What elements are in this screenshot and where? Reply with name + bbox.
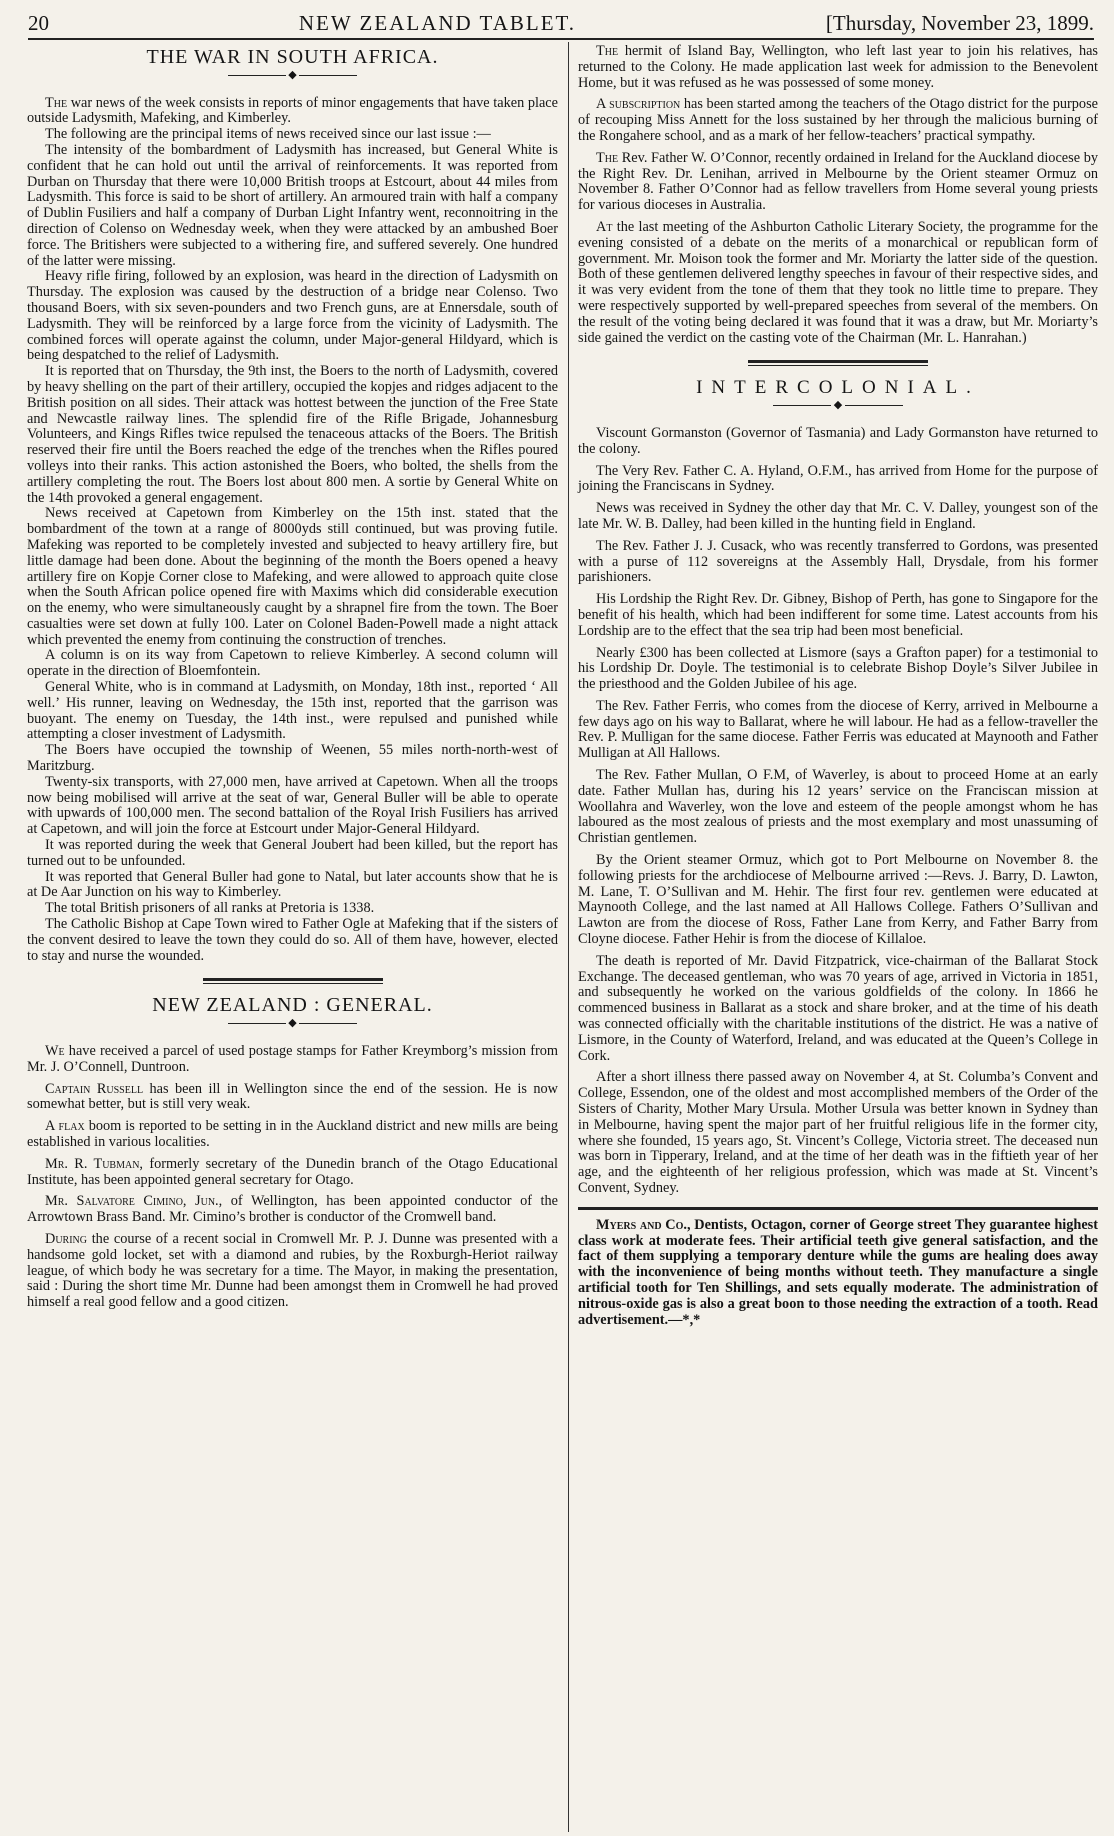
- paragraph-lead: Mr. Salvatore Cimino, Jun.,: [45, 1193, 223, 1210]
- paragraph: [27, 680, 558, 743]
- paragraph: [578, 44, 1098, 91]
- paragraph-text: The intensity of the bombardment of Ladysmith has increased, but General White is confident that he can hold out until the arrival of reinforcements. It was reported from Durban on Thursday that there were 10,000 British troops at Estcourt, about 44 miles from Ladysmith. This force is said to be short of artillery. An armoured train with half a company of Dublin Fusiliers and half a company of Durban Light Infantry went, reconnoitring in the direction of Colenso on Wednesday week, when they were attacked by an ambushed Boer force. The Britishers were subjected to a withering fire, and suffered severely. One hundred of the latter were missing.: [27, 141, 558, 269]
- dentist-advert: [578, 1218, 1098, 1329]
- paragraph: [27, 506, 558, 648]
- heading-ornament: ◆: [27, 68, 558, 84]
- section-rule: [748, 360, 928, 366]
- paragraph: [27, 1119, 558, 1151]
- paragraph-lead: We: [45, 1043, 65, 1060]
- paragraph-text: has been started among the teachers of the Otago district for the purpose of recouping Miss Annett for the loss sustained by her through the malicious burning of the Rongahere school, and as a mark of her fellow-teachers’ practical sympathy.: [578, 96, 1098, 144]
- nz-general-heading: NEW ZEALAND : GENERAL.: [152, 994, 433, 1017]
- issue-date: [Thursday, November 23, 1899.: [825, 11, 1094, 35]
- paragraph: [27, 870, 558, 902]
- paragraph: [27, 127, 558, 143]
- paragraph: [27, 838, 558, 870]
- paragraph-text: The following are the principal items of news received since our last issue :—: [45, 126, 491, 143]
- paragraph: [27, 1232, 558, 1311]
- paragraph: The Rev. Father Mullan, O F.M, of Waverley, is about to proceed Home at an early date. Father Mullan has, during his 12 years’ service on the Franciscan mission at Woollahra and Waverley, won the love and esteem of the people amongst whom he has laboured as the most zealous of priests and the most exemplary and most unassuming of Christian gentlemen.: [578, 767, 1098, 847]
- left-column: [27, 44, 558, 1317]
- paragraph: His Lordship the Right Rev. Dr. Gibney, Bishop of Perth, has gone to Singapore for the benefit of his health, which had been indifferent for some time. Latest accounts from his Lordship are to the effect that the sea trip had been most beneficial.: [578, 591, 1098, 639]
- paragraph-lead: Captain Russell: [45, 1080, 144, 1097]
- paragraph: [27, 269, 558, 364]
- paragraph: Viscount Gormanston (Governor of Tasmania) and Lady Gormanston have returned to the colony.: [578, 424, 1098, 457]
- paragraph: [27, 143, 558, 269]
- nz-general-article: [27, 1044, 558, 1311]
- section-rule: [203, 978, 383, 984]
- paragraph: By the Orient steamer Ormuz, which got to Port Melbourne on November 8. the following priests for the archdiocese of Melbourne arrived :—Revs. J. Barry, D. Lawton, M. Lane, T. O’Sullivan and M. Hehir. The first four rev. gentlemen were educated at Maynooth College, and the last named at All Hallows College. Fathers O’Sullivan and Lawton are from the diocese of Ross, Father Lane from Kerry, and Father Barry from Cloyne diocese. Father Hehir is from the diocese of Killaloe.: [578, 852, 1098, 948]
- paragraph-text: have received a parcel of used postage stamps for Father Kreymborg’s mission from Mr. J. O’Connell, Duntroon.: [27, 1043, 558, 1075]
- paragraph: [578, 220, 1098, 346]
- paragraph-text: The total British prisoners of all ranks at Pretoria is 1338.: [45, 900, 375, 917]
- paragraph: [578, 151, 1098, 214]
- paragraph: The Rev. Father J. J. Cusack, who was recently transferred to Gordons, was presented with a purse of 112 sovereigns at the Assembly Hall, Drysdale, from his former parishioners.: [578, 537, 1098, 586]
- advert-text: [578, 1218, 1098, 1329]
- masthead: [28, 6, 1094, 40]
- paragraph-text: A column is on its way from Capetown to relieve Kimberley. A second column will operate in the direction of Bloemfontein.: [27, 647, 558, 680]
- war-heading: THE WAR IN SOUTH AFRICA.: [146, 46, 439, 68]
- column-divider: [568, 42, 569, 1832]
- paragraph-text: News received at Capetown from Kimberley on the 15th inst. stated that the bombardment of the town at a range of 8000yds still continued, but was proving futile. Mafeking was reported to be completely invested and subjected to heavy artillery fire, but little damage had been done. About the beginning of the month the Boers opened a heavy artillery fire on Kopje Corner close to Mafeking, and were allowed to approach quite close when the South African police opened fire with Maxims which did considerable execution on the enemy, who were simultaneously caught by a shrapnel fire from the town. The Boer casualties were set down at fully 100. Later on Colonel Baden-Powell made a night attack which prevented the enemy from continuing the construction of trenches.: [27, 505, 558, 648]
- paragraph: [27, 1194, 558, 1226]
- paragraph: After a short illness there passed away on November 4, at St. Columba’s Convent and College, Essendon, one of the oldest and most accomplished members of the Order of the Sisters of Charity, Mother Mary Ursula. Mother Ursula was better known in Sydney than in Melbourne, having spent the major part of her fruitful religious life in the former city, where she founded, 15 years ago, St. Vincent’s College, Victoria street. The deceased nun was born in Tipperary, Ireland, and at the time of her death was in the fiftieth year of her age, and the eighteenth of her religious profession, which was made at St. Vincent’s Convent, Sydney.: [578, 1069, 1098, 1196]
- paragraph-text: It was reported that General Buller had gone to Natal, but later accounts show that he is at De Aar Junction on his way to Kimberley.: [27, 868, 558, 901]
- advert-rule: [578, 1207, 1098, 1210]
- paragraph: News was received in Sydney the other day that Mr. C. V. Dalley, youngest son of the late Mr. W. B. Dalley, had been killed in the hunting field in England.: [578, 500, 1098, 532]
- paragraph: The Very Rev. Father C. A. Hyland, O.F.M., has arrived from Home for the purpose of joining the Franciscans in Sydney.: [578, 462, 1098, 495]
- paragraph-text: formerly secretary of the Dunedin branch of the Otago Educational Institute, has been appointed general secretary for Otago.: [27, 1155, 558, 1188]
- paragraph: [27, 1082, 558, 1114]
- paragraph-text: the course of a recent social in Cromwell Mr. P. J. Dunne was presented with a handsome gold locket, set with a diamond and rubies, by the Roxburgh-Heriot railway league, of which body he was secretary for a time. The Mayor, in making the presentation, said : During the short time Mr. Dunne had been amongst them in Cromwell he had proved himself a real good fellow and a good citizen.: [27, 1230, 558, 1311]
- paragraph: [27, 775, 558, 838]
- paragraph-lead: A flax: [45, 1118, 85, 1135]
- paragraph-text: Heavy rifle firing, followed by an explosion, was heard in the direction of Ladysmith on Thursday. The explosion was caused by the destruction of a bridge near Colenso. Two thousand Boers, with six seven-pounders and two French guns, are at Ennersdale, south of Ladysmith. They will be reinforced by a large force from the vicinity of Ladysmith. The combined forces will operate against the column, under Major-general Hildyard, which is being despatched to the relief of Ladysmith.: [27, 268, 558, 364]
- paragraph: The death is reported of Mr. David Fitzpatrick, vice-chairman of the Ballarat Stock Exchange. The deceased gentleman, who was 70 years of age, arrived in Victoria in 1851, and subsequently he worked on the various goldfields of the colony. In 1866 he commenced business in Ballarat as a stock and share broker, and at the time of his death was connected officially with the charitable institutions of the district. He was a native of Lismore, in the County of Waterford, Ireland, and was educated at the Queen’s College in Cork.: [578, 952, 1098, 1064]
- paragraph-text: The Boers have occupied the township of Weenen, 55 miles north-north-west of Maritzburg.: [27, 742, 558, 775]
- paragraph: [27, 1157, 558, 1189]
- advert-lead: Myers and Co.,: [596, 1216, 691, 1233]
- publication-title: NEW ZEALAND TABLET.: [298, 11, 577, 35]
- heading-ornament: ◆: [27, 1016, 558, 1032]
- paragraph-lead: The: [45, 94, 68, 111]
- paragraph-text: It was reported during the week that General Joubert had been killed, but the report has turned out to be unfounded.: [27, 837, 558, 869]
- paragraph-text: boom is reported to be setting in in the Auckland district and new mills are being established in various localities.: [27, 1118, 558, 1150]
- paragraph: Nearly £300 has been collected at Lismore (says a Grafton paper) for a testimonial to his Lordship Dr. Doyle. The testimonial is to celebrate Bishop Doyle’s Silver Jubilee in the priesthood and the Golden Jubilee of his age.: [578, 644, 1098, 693]
- paragraph: The Rev. Father Ferris, who comes from the diocese of Kerry, arrived in Melbourne a few days ago on his way to Ballarat, where he will labour. He had as a fellow-traveller the Rev. P. Mulligan for the same diocese. Father Ferris was educated at Maynooth and Father Mulligan at All Hallows.: [578, 697, 1098, 762]
- paragraph-lead: Mr. R. Tubman,: [45, 1155, 143, 1172]
- right-column: [578, 44, 1098, 1328]
- paragraph-text: Twenty-six transports, with 27,000 men, have arrived at Capetown. When all the troops now being mobilised will arrive at the seat of war, General Buller will be able to operate with upwards of 100,000 men. The second battalion of the Royal Irish Fusiliers has arrived at Capetown, and will join the force at Estcourt under Major-General Hildyard.: [27, 773, 558, 838]
- news-briefs: [578, 44, 1098, 346]
- paragraph-lead: At: [596, 218, 613, 235]
- advert-body: Dentists, Octagon, corner of George street They guarantee highest class work at moderate fees. Their artificial teeth give general satisfaction, and the fact of them supplying a temporary denture while the gums are healing does away with the inconvenience of being months without teeth. They manufacture a single artificial tooth for Ten Shillings, and sets equally moderate. The administration of nitrous-oxide gas is also a great boon to those needing the extraction of a tooth. Read advertisement.—*,*: [578, 1216, 1099, 1328]
- paragraph: [27, 743, 558, 775]
- paragraph: [27, 901, 558, 917]
- paragraph-text: of Wellington, has been appointed conductor of the Arrowtown Brass Band. Mr. Cimino’s brother is conductor of the Cromwell band.: [27, 1193, 558, 1226]
- paragraph: [27, 648, 558, 680]
- paragraph-text: General White, who is in command at Ladysmith, on Monday, 18th inst., reported ‘ All well.’ His runner, leaving on Wednesday, the 15th inst, reported that the garrison was buoyant. The enemy on Tuesday, the 14th inst., were repulsed and punished while attempting a closer investment of Ladysmith.: [27, 679, 558, 743]
- paragraph-text: the last meeting of the Ashburton Catholic Literary Society, the programme for the evening consisted of a debate on the merits of a monarchical or republican form of government. Mr. Moison took the former and Mr. Moriarty the latter side of the question. Both of these gentlemen delivered lengthy speeches in favour of their respective sides, and it was very evident from the tone of them that they took no little time to prepare. They were respectively supported by well-prepared speeches from several of the members. On the result of the voting being declared it was found that it was a draw, but Mr. Moriarty’s side gained the verdict on the casting vote of the Chairman (Mr. L. Hanrahan.): [578, 218, 1098, 346]
- paragraph: [27, 364, 558, 506]
- paragraph-lead: During: [45, 1230, 87, 1247]
- paragraph-text: has been ill in Wellington since the end of the session. He is now somewhat better, but is still very weak.: [27, 1080, 558, 1113]
- intercolonial-heading: INTERCOLONIAL.: [696, 377, 980, 399]
- paragraph-lead: A subscription: [596, 96, 681, 113]
- paragraph-text: hermit of Island Bay, Wellington, who left last year to join his relatives, has returned to the Colony. He made application last week for admission to the Benevolent Home, but it was refused as he was possessed of some money.: [578, 43, 1098, 91]
- paragraph: [27, 96, 558, 128]
- paragraph-text: war news of the week consists in reports of minor engagements that have taken place outside Ladysmith, Mafeking, and Kimberley.: [27, 94, 558, 127]
- paragraph: [27, 917, 558, 964]
- paragraph-text: Rev. Father W. O’Connor, recently ordained in Ireland for the Auckland diocese by the Right Rev. Dr. Lenihan, arrived in Melbourne by the Orient steamer Ormuz on November 8. Father O’Connor had as fellow travellers from Home several young priests for various dioceses in Australia.: [578, 149, 1098, 214]
- paragraph-text: The Catholic Bishop at Cape Town wired to Father Ogle at Mafeking that if the sisters of the convent desired to leave the town they could do so. All of them have, however, elected to stay and nurse the wounded.: [27, 916, 558, 964]
- paragraph-text: It is reported that on Thursday, the 9th inst, the Boers to the north of Ladysmith, covered by heavy shelling on the part of their artillery, occupied the kopjes and ridges adjacent to the British position on all sides. Their attack was hottest between the junction of the Free State and Newcastle railway lines. The splendid fire of the Rifle Brigade, Johannesburg Volunteers, and Kings Rifles twice repulsed the tenaceous attacks of the Boers. The British reserved their fire until the Boers reached the edge of the trenches when the Rifles poured volleys into their ranks. This action astonished the Boers, who bolted, the shells from the artillery completing the rout. The Boers lost about 800 men. A sortie by General White on the 14th provoked a general engagement.: [27, 363, 558, 506]
- paragraph-lead: The: [596, 43, 619, 59]
- heading-ornament: ◆: [578, 398, 1098, 414]
- paragraph: [578, 97, 1098, 144]
- paragraph-lead: The: [596, 149, 619, 166]
- page-number: 20: [28, 11, 49, 35]
- intercolonial-article: [578, 426, 1098, 1197]
- war-article: [27, 96, 558, 965]
- paragraph: [27, 1044, 558, 1076]
